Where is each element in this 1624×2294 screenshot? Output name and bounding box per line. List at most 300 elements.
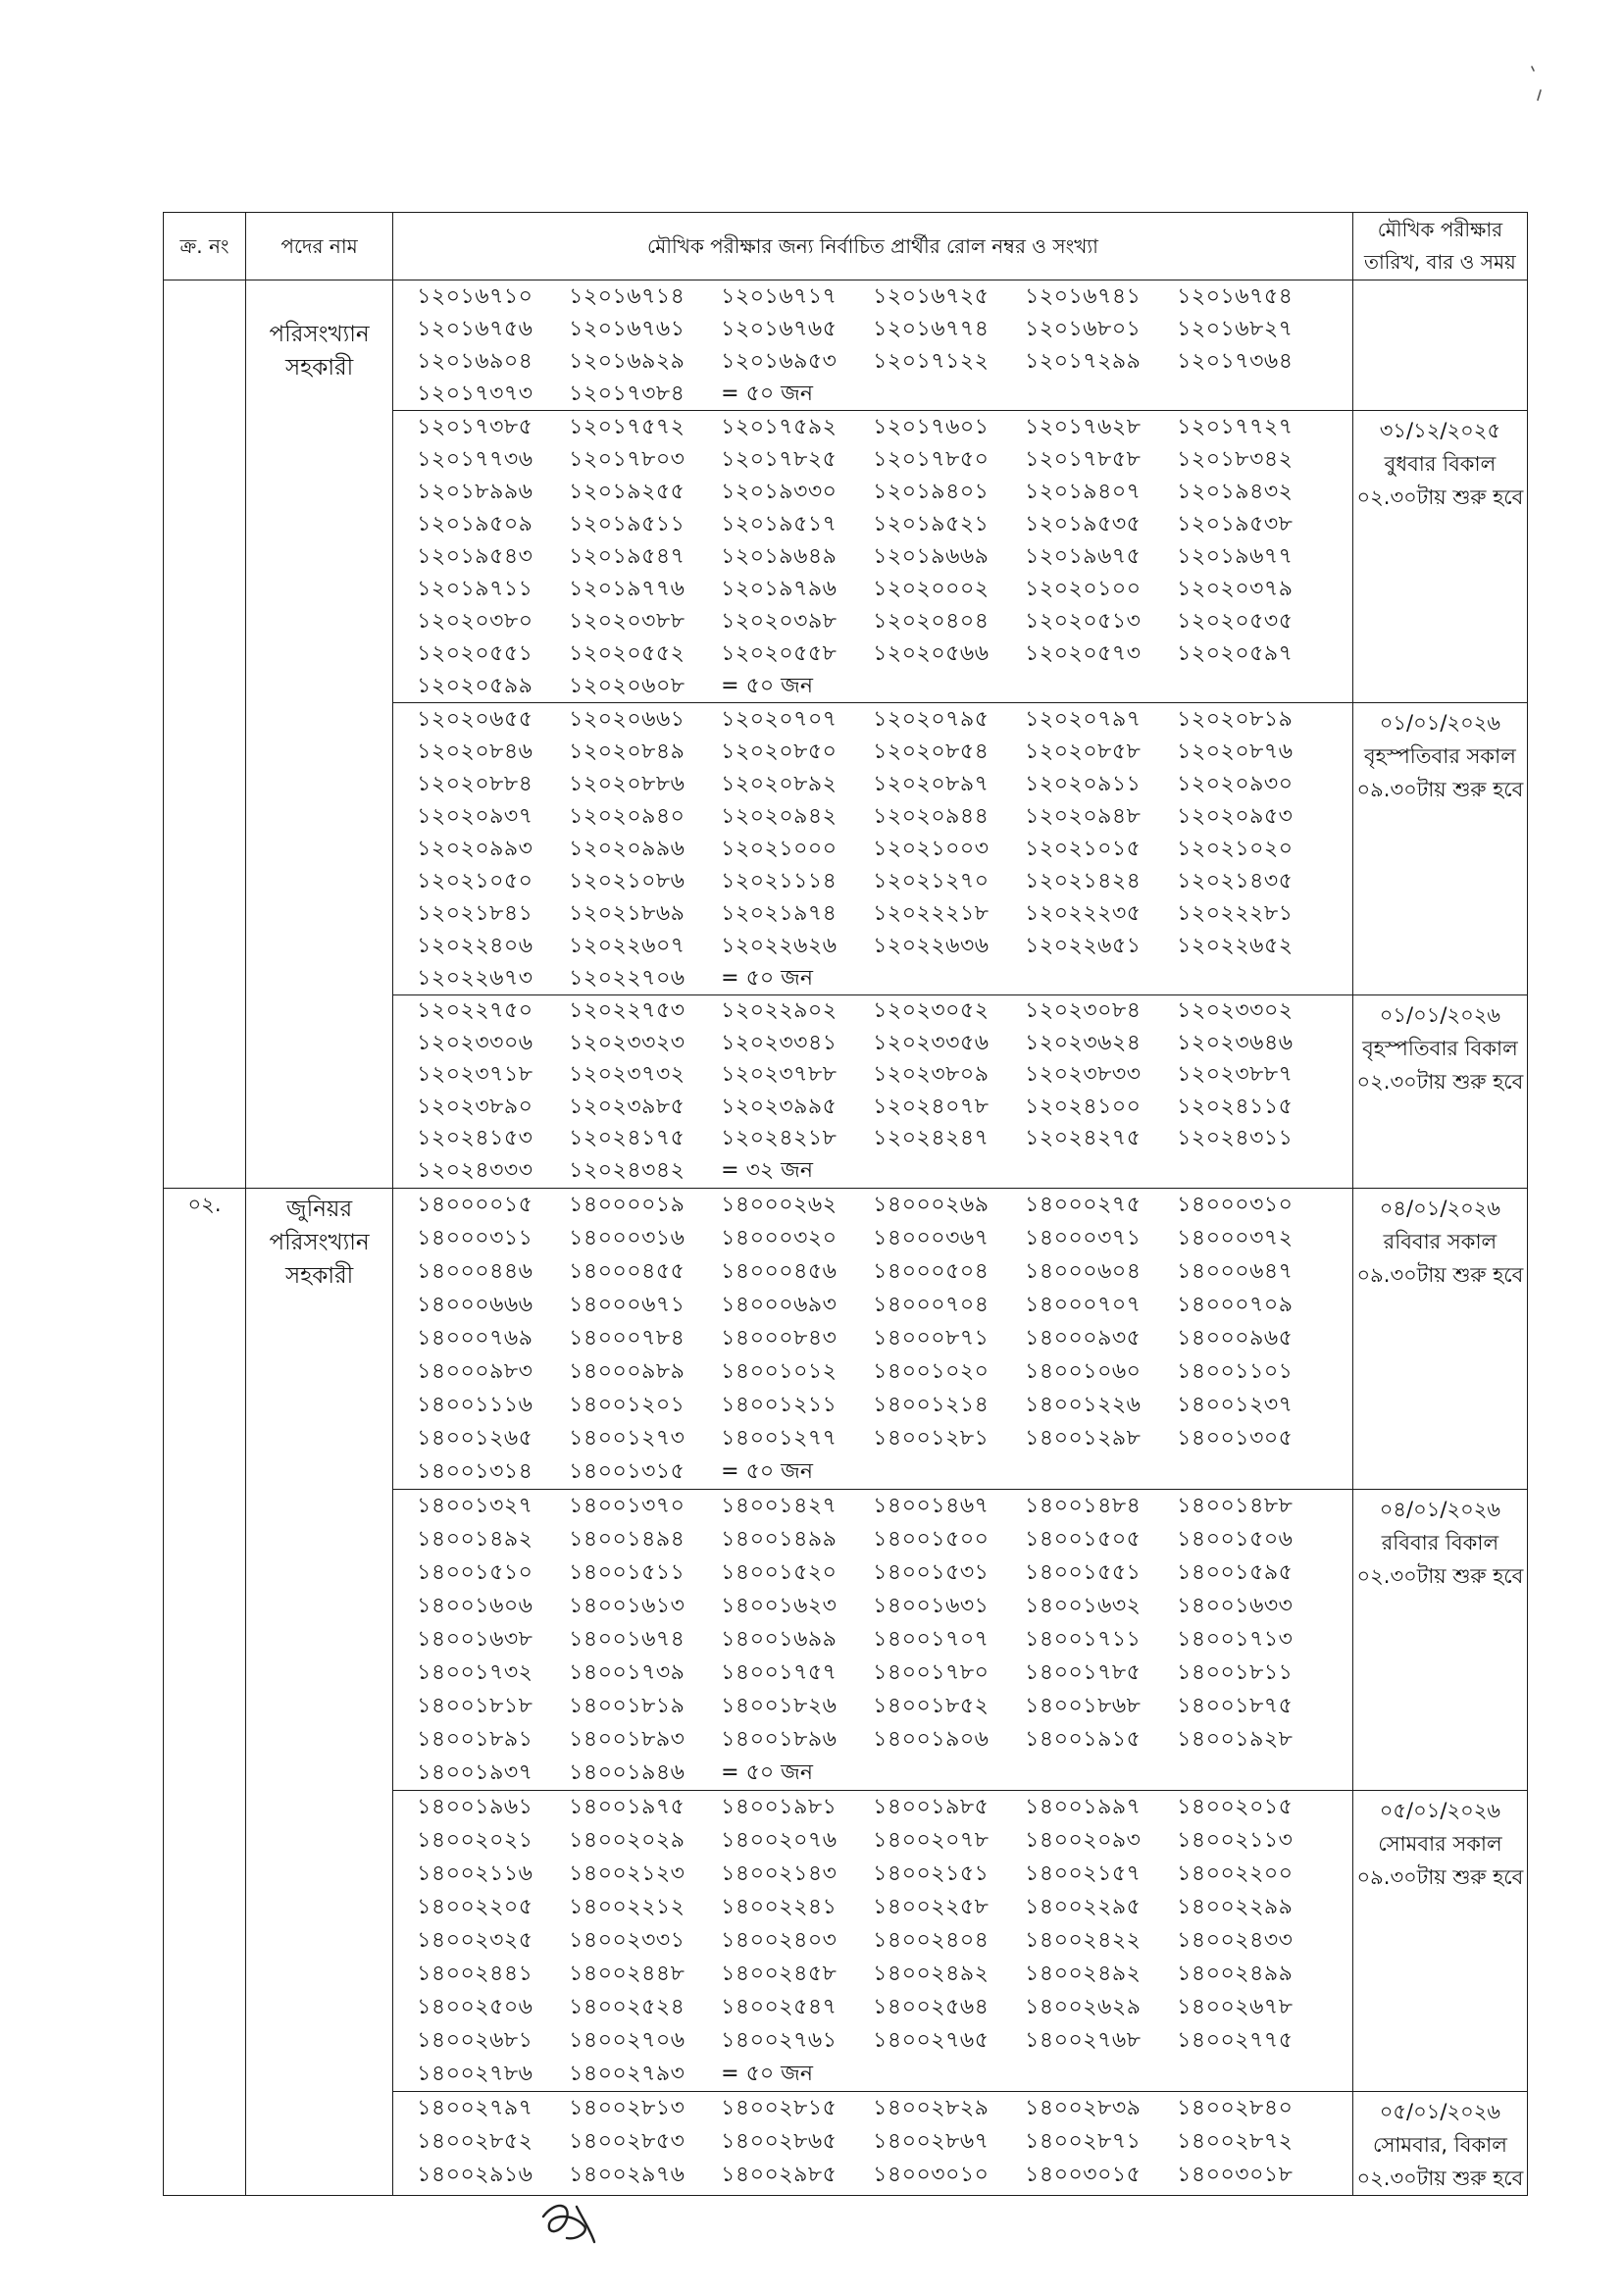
roll-number: ১২০১৬৭৫৬ xyxy=(417,317,533,341)
roll-number: ১২০১৯৫২১ xyxy=(873,512,990,536)
roll-number: ১৪০০১৭৩২ xyxy=(417,1659,533,1685)
candidate-list-table xyxy=(163,212,1528,2196)
roll-number: ১৪০০১৬৯৯ xyxy=(721,1626,837,1652)
interview-schedule: ০১/০১/২০২৬ বৃহস্পতিবার সকাল ০৯.৩০টায় শুরু হবে xyxy=(1356,711,1524,801)
roll-number: ১২০২১৯৭৪ xyxy=(721,901,837,926)
roll-number: ১২০২১০৫০ xyxy=(417,869,533,893)
roll-number: ১৪০০৩০১৫ xyxy=(1025,2162,1142,2187)
roll-number: ১২০১৭১২২ xyxy=(873,349,990,374)
interview-schedule: ৩১/১২/২০২৫ বুধবার বিকাল ০২.৩০টায় শুরু হবে xyxy=(1356,419,1524,509)
roll-number: ১৪০০১৪২৭ xyxy=(721,1493,837,1518)
roll-number: ১৪০০২০৯৩ xyxy=(1025,1827,1142,1853)
roll-number: ১২০২২৭৫৩ xyxy=(569,998,685,1023)
roll-number: ১২০২০৯৩০ xyxy=(1177,772,1294,796)
roll-number: ১৪০০১২৩৭ xyxy=(1177,1392,1294,1417)
roll-number: ১২০১৭৩৮৪ xyxy=(569,382,685,406)
roll-number: ১৪০০২১৫১ xyxy=(873,1861,990,1886)
roll-number: ১৪০০০৩১৬ xyxy=(569,1225,685,1250)
roll-number: ১৪০০২৩২৫ xyxy=(417,1927,533,1953)
roll-number: ১৪০০১৯১৫ xyxy=(1025,1726,1142,1752)
roll-number: ১৪০০২৪০৩ xyxy=(721,1927,837,1953)
roll-number: ১২০২৪১১৫ xyxy=(1177,1094,1294,1119)
roll-number: ১৪০০২৩৩১ xyxy=(569,1927,685,1953)
roll-number: ১৪০০০০১৯ xyxy=(569,1192,685,1217)
interview-schedule: ০৪/০১/২০২৬ রবিবার সকাল ০৯.৩০টায় শুরু হবে xyxy=(1356,1196,1524,1287)
roll-number: ১২০২৩৬২৪ xyxy=(1025,1030,1142,1055)
roll-number: ১৪০০২৮১৩ xyxy=(569,2095,685,2120)
roll-number: ১৪০০১৩১৫ xyxy=(569,1458,685,1484)
roll-number: ১৪০০০৮৪৩ xyxy=(721,1325,837,1351)
roll-number: ১৪০০১২০১ xyxy=(569,1392,685,1417)
roll-number: ১২০১৯৫৩৮ xyxy=(1177,512,1294,536)
roll-number: ১২০১৬৯৫৩ xyxy=(721,349,837,374)
roll-number: ১৪০০২৬৮১ xyxy=(417,2027,533,2053)
roll-number: ১২০১৯৫৪৩ xyxy=(417,544,533,569)
roll-number: ১৪০০২৪৯৯ xyxy=(1177,1961,1294,1986)
roll-number: ১২০২০৮১৯ xyxy=(1177,707,1294,732)
roll-number: ১২০১৮৩৪২ xyxy=(1177,447,1294,472)
roll-number: ১৪০০১৫০৫ xyxy=(1025,1526,1142,1552)
roll-number: ১২০২৩৭১৮ xyxy=(417,1062,533,1088)
roll-number: ১২০২৩৯৮৫ xyxy=(569,1094,685,1119)
roll-number: ১৪০০০৯৩৫ xyxy=(1025,1325,1142,1351)
roll-number: ১৪০০১৯৬১ xyxy=(417,1794,533,1819)
roll-number: ১৪০০২০৭৬ xyxy=(721,1827,837,1853)
roll-number: ১৪০০০২৭৫ xyxy=(1025,1192,1142,1217)
roll-number: ১২০২০৮৫০ xyxy=(721,739,837,764)
table-header-row xyxy=(164,213,1528,280)
interview-schedule xyxy=(1353,280,1527,283)
roll-number: ১৪০০২৪০৪ xyxy=(873,1927,990,1953)
roll-number: ১৪০০১৫০০ xyxy=(873,1526,990,1552)
roll-number: ১২০১৯৭১১ xyxy=(417,577,533,601)
roll-number: ১২০২০৫৭৩ xyxy=(1025,641,1142,666)
roll-number: ১২০২০৯৩৭ xyxy=(417,804,533,829)
roll-number: ১২০১৯৪৩২ xyxy=(1177,480,1294,504)
roll-number: ১২০২৪২৭৫ xyxy=(1025,1126,1142,1151)
roll-number: ১৪০০২৮১৫ xyxy=(721,2095,837,2120)
roll-number: ১২০১৬৭১৭ xyxy=(721,284,837,309)
interview-schedule: ০৫/০১/২০২৬ সোমবার সকাল ০৯.৩০টায় শুরু হবে xyxy=(1356,1798,1524,1889)
roll-number: ১৪০০১৯৮৫ xyxy=(873,1794,990,1819)
roll-number-grid xyxy=(393,411,1352,702)
roll-number: ১৪০০০৩২০ xyxy=(721,1225,837,1250)
roll-number: ১৪০০১৯৩৭ xyxy=(417,1759,533,1785)
roll-number: ১২০১৭৫৭২ xyxy=(569,415,685,439)
roll-number: ১৪০০১৬৩১ xyxy=(873,1593,990,1618)
roll-number: ১৪০০১২৬৫ xyxy=(417,1425,533,1451)
roll-numbers-cell xyxy=(393,2091,1353,2195)
roll-number: ১৪০০১১০১ xyxy=(1177,1358,1294,1384)
roll-number: ১৪০০১৮১৯ xyxy=(569,1693,685,1718)
roll-number: ১৪০০২৮৩৯ xyxy=(1025,2095,1142,2120)
roll-number: ১২০২০৫৬৬ xyxy=(873,641,990,666)
roll-number: ১২০২২৪০৬ xyxy=(417,934,533,958)
roll-number: ১৪০০২২৫৮ xyxy=(873,1894,990,1919)
roll-number: ১৪০০১৯৪৬ xyxy=(569,1759,685,1785)
roll-number: ১৪০০১৮২৬ xyxy=(721,1693,837,1718)
roll-number: ১২০১৬৮০১ xyxy=(1025,317,1142,341)
roll-number: ১২০১৯৬৭৭ xyxy=(1177,544,1294,569)
roll-number: ১২০২২২১৮ xyxy=(873,901,990,926)
roll-number: ১৪০০০৪৪৬ xyxy=(417,1258,533,1284)
roll-numbers-cell xyxy=(393,1188,1353,1489)
roll-number: ১৪০০২০২৯ xyxy=(569,1827,685,1853)
roll-number-grid xyxy=(393,1791,1352,2091)
roll-number: ১২০১৭৭৩৬ xyxy=(417,447,533,472)
roll-number: ১৪০০২৪৪১ xyxy=(417,1961,533,1986)
roll-number: ১৪০০২১৪৩ xyxy=(721,1861,837,1886)
roll-number: ১৪০০১৮১৮ xyxy=(417,1693,533,1718)
roll-number: ১৪০০১৪৮৪ xyxy=(1025,1493,1142,1518)
roll-number: ১৪০০১২৭৩ xyxy=(569,1425,685,1451)
roll-number: ১৪০০১৩০৫ xyxy=(1177,1425,1294,1451)
roll-number: ১২০২০৯১১ xyxy=(1025,772,1142,796)
roll-number: ১২০২৩৩৪১ xyxy=(721,1030,837,1055)
roll-number: ১৪০০০৫০৪ xyxy=(873,1258,990,1284)
roll-number: ১৪০০০৭৬৯ xyxy=(417,1325,533,1351)
roll-number: ১২০২০৯৯৩ xyxy=(417,837,533,861)
roll-number: ১৪০০২৫৪৭ xyxy=(721,1994,837,2019)
roll-number: ১৪০০২৭৯৭ xyxy=(417,2095,533,2120)
post-name-cell xyxy=(246,1188,393,2195)
roll-number: ১২০২০৯৯৬ xyxy=(569,837,685,861)
roll-number: ১২০১৬৭৪১ xyxy=(1025,284,1142,309)
roll-number: ১৪০০১২১৪ xyxy=(873,1392,990,1417)
roll-number: ১৪০০২৪৯২ xyxy=(873,1961,990,1986)
roll-number: ১২০২০১০০ xyxy=(1025,577,1142,601)
schedule-cell xyxy=(1352,411,1527,703)
roll-number: ১৪০০১৫০৬ xyxy=(1177,1526,1294,1552)
roll-number: ১২০২০৮৫৪ xyxy=(873,739,990,764)
roll-number: ১৪০০১৪৯৯ xyxy=(721,1526,837,1552)
roll-number: ১৪০০২২০০ xyxy=(1177,1861,1294,1886)
roll-number: ১৪০০১৫৩১ xyxy=(873,1559,990,1585)
group-total: = ৫০ জন xyxy=(721,2061,813,2086)
roll-number: ১২০২০৮৮৪ xyxy=(417,772,533,796)
roll-number: ১২০২০৯৪০ xyxy=(569,804,685,829)
header-interview-schedule: মৌখিক পরীক্ষার তারিখ, বার ও সময় xyxy=(1352,213,1527,280)
roll-number: ১৪০০১৫৯৫ xyxy=(1177,1559,1294,1585)
roll-number: ১৪০০০০১৫ xyxy=(417,1192,533,1217)
roll-number: ১২০২৩৩৫৬ xyxy=(873,1030,990,1055)
roll-number: ১২০২০৬০৮ xyxy=(569,674,685,698)
roll-number: ১২০২৪১০০ xyxy=(1025,1094,1142,1119)
roll-number: ১২০২০৫১৩ xyxy=(1025,609,1142,634)
roll-number: ১২০২২৬৭৩ xyxy=(417,966,533,991)
roll-number: ১২০২১০৮৬ xyxy=(569,869,685,893)
roll-number: ১৪০০২৪৩৩ xyxy=(1177,1927,1294,1953)
roll-number: ১৪০০১০২০ xyxy=(873,1358,990,1384)
schedule-cell xyxy=(1352,703,1527,995)
roll-number: ১২০২০৫৫১ xyxy=(417,641,533,666)
roll-number: ১৪০০২৮৭১ xyxy=(1025,2128,1142,2154)
post-name: জুনিয়র পরিসংখ্যান সহকারী xyxy=(269,1196,370,1289)
roll-number: ১৪০০২৬২৯ xyxy=(1025,1994,1142,2019)
roll-number: ১৪০০০৩৭২ xyxy=(1177,1225,1294,1250)
roll-number: ১৪০০০৬৭১ xyxy=(569,1292,685,1317)
roll-number: ১২০১৭২৯৯ xyxy=(1025,349,1142,374)
roll-number: ১২০২১০০০ xyxy=(721,837,837,861)
roll-number: ১২০১৯৫৩৫ xyxy=(1025,512,1142,536)
roll-number: ১৪০০২৮২৯ xyxy=(873,2095,990,2120)
roll-number: ১৪০০১৩১৪ xyxy=(417,1458,533,1484)
roll-number: ১৪০০২২৪১ xyxy=(721,1894,837,1919)
margin-mark xyxy=(1528,61,1548,106)
roll-number: ১৪০০১৫৫১ xyxy=(1025,1559,1142,1585)
roll-number: ১৪০০০৯৮৯ xyxy=(569,1358,685,1384)
roll-number: ১২০১৭৮৫৮ xyxy=(1025,447,1142,472)
roll-number: ১৪০০২৪৪৮ xyxy=(569,1961,685,1986)
group-total: = ৫০ জন xyxy=(721,674,813,698)
roll-number: ১২০২৩৯৯৫ xyxy=(721,1094,837,1119)
roll-number: ১৪০০০৮৭১ xyxy=(873,1325,990,1351)
roll-number: ১২০২০৭৯৭ xyxy=(1025,707,1142,732)
roll-number: ১২০২১১১৪ xyxy=(721,869,837,893)
roll-number: ১২০১৯৫৪৭ xyxy=(569,544,685,569)
roll-number: ১৪০০১৭৮০ xyxy=(873,1659,990,1685)
roll-number-grid xyxy=(393,995,1352,1188)
roll-number: ১২০২০৮৯৭ xyxy=(873,772,990,796)
roll-number: ১২০২০৫৩৫ xyxy=(1177,609,1294,634)
roll-number: ১২০২০৬৫৫ xyxy=(417,707,533,732)
serial-number: ০২. xyxy=(164,1188,246,2195)
roll-number: ১৪০০০৬৬৬ xyxy=(417,1292,533,1317)
roll-number: ১২০২২৭৫০ xyxy=(417,998,533,1023)
interview-schedule: ০৫/০১/২০২৬ সোমবার, বিকাল ০২.৩০টায় শুরু হবে xyxy=(1356,2099,1524,2190)
roll-number: ১২০১৬৭৬১ xyxy=(569,317,685,341)
roll-number: ১৪০০১৮৫২ xyxy=(873,1693,990,1718)
roll-number: ১৪০০২৭০৬ xyxy=(569,2027,685,2053)
roll-number: ১৪০০০৭০৯ xyxy=(1177,1292,1294,1317)
roll-number: ১২০২২৬২৬ xyxy=(721,934,837,958)
roll-number: ১৪০০১০৬০ xyxy=(1025,1358,1142,1384)
roll-number: ১২০২০৮৫৮ xyxy=(1025,739,1142,764)
header-roll-numbers: মৌখিক পরীক্ষার জন্য নির্বাচিত প্রার্থীর রোল নম্বর ও সংখ্যা xyxy=(393,213,1353,280)
roll-number: ১২০২৪০৭৮ xyxy=(873,1094,990,1119)
roll-number: ১৪০০২৮৫২ xyxy=(417,2128,533,2154)
group-total: = ৫০ জন xyxy=(721,382,813,406)
roll-number: ১২০২০৮৯২ xyxy=(721,772,837,796)
roll-number: ১২০১৭৩৬৪ xyxy=(1177,349,1294,374)
roll-number: ১৪০০২৭৯৩ xyxy=(569,2061,685,2086)
roll-number: ১৪০০০৬৯৩ xyxy=(721,1292,837,1317)
roll-number: ১৪০০০৪৫৫ xyxy=(569,1258,685,1284)
roll-number: ১২০২০৯৪৮ xyxy=(1025,804,1142,829)
roll-number: ১২০২১২৭০ xyxy=(873,869,990,893)
roll-number: ১৪০০০৪৫৬ xyxy=(721,1258,837,1284)
roll-number: ১২০২০৩৮৮ xyxy=(569,609,685,634)
roll-number: ১২০১৬৭২৫ xyxy=(873,284,990,309)
roll-number: ১৪০০১৮৯১ xyxy=(417,1726,533,1752)
roll-number: ১৪০০৩০১০ xyxy=(873,2162,990,2187)
roll-number: ১৪০০০৯৬৫ xyxy=(1177,1325,1294,1351)
roll-number: ১৪০০২৪২২ xyxy=(1025,1927,1142,1953)
roll-numbers-cell xyxy=(393,703,1353,995)
roll-number: ১২০২২২৮১ xyxy=(1177,901,1294,926)
roll-number: ১২০১৯৭৯৬ xyxy=(721,577,837,601)
roll-number: ১২০২০৪০৪ xyxy=(873,609,990,634)
roll-numbers-cell xyxy=(393,1790,1353,2091)
roll-number: ১৪০০১৭১৩ xyxy=(1177,1626,1294,1652)
roll-number: ১৪০০১৫১১ xyxy=(569,1559,685,1585)
roll-number: ১২০২১৮৬৯ xyxy=(569,901,685,926)
roll-number: ১২০২৩৮৮৭ xyxy=(1177,1062,1294,1088)
roll-number: ১২০১৬৭১৪ xyxy=(569,284,685,309)
roll-number: ১৪০০২৯৮৫ xyxy=(721,2162,837,2187)
roll-number: ১২০২২৬০৭ xyxy=(569,934,685,958)
roll-number: ১৪০০২২৯৫ xyxy=(1025,1894,1142,1919)
roll-number: ১৪০০১২৮১ xyxy=(873,1425,990,1451)
roll-number: ১৪০০১০১২ xyxy=(721,1358,837,1384)
roll-number: ১২০২০৬৬১ xyxy=(569,707,685,732)
roll-number: ১২০১৯৬৪৯ xyxy=(721,544,837,569)
roll-number: ১২০২৩০৮৪ xyxy=(1025,998,1142,1023)
interview-schedule: ০১/০১/২০২৬ বৃহস্পতিবার বিকাল ০২.৩০টায় শুরু হবে xyxy=(1356,1003,1524,1094)
roll-number: ১৪০০২৭৬৫ xyxy=(873,2027,990,2053)
roll-number: ১৪০০১৬২৩ xyxy=(721,1593,837,1618)
roll-number: ১২০২০৮৭৬ xyxy=(1177,739,1294,764)
roll-number: ১২০১৭৭২৭ xyxy=(1177,415,1294,439)
roll-number: ১৪০০১৬৩৮ xyxy=(417,1626,533,1652)
roll-number: ১৪০০১২৭৭ xyxy=(721,1425,837,1451)
roll-number: ১২০২০০০২ xyxy=(873,577,990,601)
roll-number: ১২০২০৫৯৭ xyxy=(1177,641,1294,666)
roll-number: ১২০১৬৮২৭ xyxy=(1177,317,1294,341)
roll-number: ১৪০০০২৬২ xyxy=(721,1192,837,1217)
roll-number: ১২০২০৭০৭ xyxy=(721,707,837,732)
roll-number: ১৪০০১৯৮১ xyxy=(721,1794,837,1819)
schedule-cell xyxy=(1352,1489,1527,1790)
roll-number: ১৪০০১৪৯৪ xyxy=(569,1526,685,1552)
post-name: পরিসংখ্যান সহকারী xyxy=(269,322,370,381)
roll-number: ১২০২১৮৪১ xyxy=(417,901,533,926)
roll-number: ১৪০০২৭৬১ xyxy=(721,2027,837,2053)
roll-number: ১২০১৭৮০৩ xyxy=(569,447,685,472)
roll-number: ১২০২২৬৫২ xyxy=(1177,934,1294,958)
group-total: = ৫০ জন xyxy=(721,966,813,991)
roll-number-grid xyxy=(393,1490,1352,1790)
roll-number: ১২০১৬৯২৯ xyxy=(569,349,685,374)
roll-numbers-cell xyxy=(393,1489,1353,1790)
roll-number: ১২০১৯৪০৭ xyxy=(1025,480,1142,504)
roll-number: ১৪০০২৮৭২ xyxy=(1177,2128,1294,2154)
roll-number: ১২০১৬৭১০ xyxy=(417,284,533,309)
roll-number: ১৪০০১৮৭৫ xyxy=(1177,1693,1294,1718)
roll-number: ১২০২৪৩১১ xyxy=(1177,1126,1294,1151)
roll-number: ১২০২৩৮০৯ xyxy=(873,1062,990,1088)
roll-number: ১৪০০০৭৮৪ xyxy=(569,1325,685,1351)
roll-number: ১২০১৯৪০১ xyxy=(873,480,990,504)
roll-number: ১৪০০১৪৬৭ xyxy=(873,1493,990,1518)
group-row xyxy=(164,1188,1528,1489)
roll-numbers-cell xyxy=(393,995,1353,1189)
roll-number: ১৪০০২৫২৪ xyxy=(569,1994,685,2019)
roll-number: ১২০২০৮৮৬ xyxy=(569,772,685,796)
schedule-cell xyxy=(1352,995,1527,1189)
roll-number: ১৪০০২৭৬৮ xyxy=(1025,2027,1142,2053)
roll-number: ১৪০০০৭০৪ xyxy=(873,1292,990,1317)
roll-number-grid xyxy=(393,2092,1352,2192)
roll-number: ১২০২৩৮৩৩ xyxy=(1025,1062,1142,1088)
roll-number: ১২০২০৫৫২ xyxy=(569,641,685,666)
roll-number: ১৪০০১৩২৭ xyxy=(417,1493,533,1518)
roll-number: ১৪০০২৫৬৪ xyxy=(873,1994,990,2019)
roll-number: ১২০১৯৩৩০ xyxy=(721,480,837,504)
roll-number-grid xyxy=(393,703,1352,994)
roll-number: ১২০২৩৩০২ xyxy=(1177,998,1294,1023)
roll-number: ১৪০০১৮১১ xyxy=(1177,1659,1294,1685)
roll-number: ১২০২০৯৫৩ xyxy=(1177,804,1294,829)
roll-number: ১২০২০৩৯৮ xyxy=(721,609,837,634)
header-post-name: পদের নাম xyxy=(246,213,393,280)
roll-number: ১২০১৯২৫৫ xyxy=(569,480,685,504)
roll-number: ১৪০০২৮৬৫ xyxy=(721,2128,837,2154)
roll-number: ১২০২৪২১৮ xyxy=(721,1126,837,1151)
roll-number: ১২০২০৩৮০ xyxy=(417,609,533,634)
roll-number: ১৪০০২৭৭৫ xyxy=(1177,2027,1294,2053)
roll-number: ১৪০০২৮৪০ xyxy=(1177,2095,1294,2120)
roll-number: ১৪০০২৯১৬ xyxy=(417,2162,533,2187)
roll-number: ১৪০০২১৫৭ xyxy=(1025,1861,1142,1886)
roll-number: ১৪০০০৭০৭ xyxy=(1025,1292,1142,1317)
roll-number: ১২০১৭৩৮৫ xyxy=(417,415,533,439)
roll-number: ১৪০০০৩৭১ xyxy=(1025,1225,1142,1250)
schedule-cell xyxy=(1352,2091,1527,2195)
roll-number: ১২০২২২৩৫ xyxy=(1025,901,1142,926)
roll-number: ১৪০০১৩৭০ xyxy=(569,1493,685,1518)
signature-mark xyxy=(537,2197,598,2246)
roll-number: ১২০২২৬৫১ xyxy=(1025,934,1142,958)
roll-number: ১৪০০১৯৭৫ xyxy=(569,1794,685,1819)
table-body xyxy=(164,280,1528,2196)
roll-number: ১২০২১০১৫ xyxy=(1025,837,1142,861)
roll-number: ১৪০০১৮৬৮ xyxy=(1025,1693,1142,1718)
roll-number: ১২০২৪৩৪২ xyxy=(569,1157,685,1183)
roll-number: ১২০১৯৫০৯ xyxy=(417,512,533,536)
roll-number: ১৪০০০৩১১ xyxy=(417,1225,533,1250)
roll-number: ১২০২৪২৪৭ xyxy=(873,1126,990,1151)
roll-number: ১২০১৬৭৭৪ xyxy=(873,317,990,341)
roll-number: ১২০১৬৭৫৪ xyxy=(1177,284,1294,309)
roll-number: ১৪০০১৭৫৭ xyxy=(721,1659,837,1685)
roll-number: ১৪০০১৯২৮ xyxy=(1177,1726,1294,1752)
roll-number: ১২০২০৮৪৬ xyxy=(417,739,533,764)
roll-number: ১৪০০১৭৩৯ xyxy=(569,1659,685,1685)
group-row xyxy=(164,280,1528,411)
roll-number: ১৪০০৩০১৮ xyxy=(1177,2162,1294,2187)
roll-number: ১২০২১০২০ xyxy=(1177,837,1294,861)
group-total: = ৩২ জন xyxy=(721,1157,813,1183)
roll-number: ১৪০০১৭১১ xyxy=(1025,1626,1142,1652)
roll-number: ১৪০০২২১২ xyxy=(569,1894,685,1919)
roll-number: ১৪০০১৬৭৪ xyxy=(569,1626,685,1652)
roll-number: ১২০২০৩৭৯ xyxy=(1177,577,1294,601)
roll-number: ১৪০০২০৭৮ xyxy=(873,1827,990,1853)
roll-numbers-cell xyxy=(393,280,1353,411)
roll-number: ১২০২০৫৫৮ xyxy=(721,641,837,666)
roll-number: ১২০২৩৮৯০ xyxy=(417,1094,533,1119)
roll-number: ১২০১৭৬২৮ xyxy=(1025,415,1142,439)
roll-number: ১২০২৩৩০৬ xyxy=(417,1030,533,1055)
roll-number: ১৪০০০২৬৯ xyxy=(873,1192,990,1217)
roll-number: ১২০১৭৮২৫ xyxy=(721,447,837,472)
header-serial: ক্র. নং xyxy=(164,213,246,280)
schedule-cell xyxy=(1352,280,1527,411)
roll-number: ১২০১৯৫১১ xyxy=(569,512,685,536)
roll-number: ১২০১৭৩৭৩ xyxy=(417,382,533,406)
roll-number: ১৪০০২৭৮৬ xyxy=(417,2061,533,2086)
